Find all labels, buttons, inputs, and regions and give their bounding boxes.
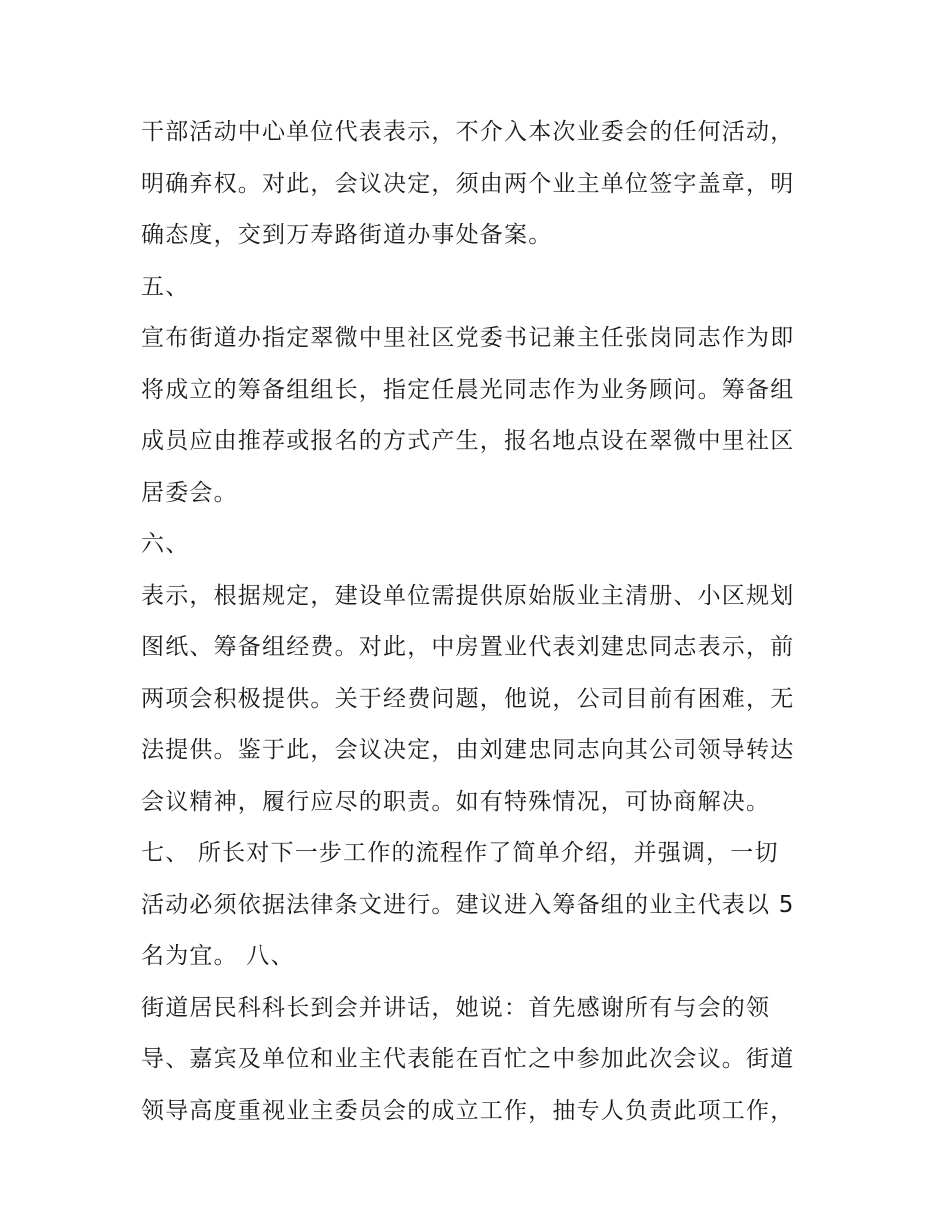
section-number: 六、 xyxy=(141,531,190,557)
text-line: 干部活动中心单位代表表示，不介入本次业委会的任何活动， xyxy=(141,119,795,145)
document-body xyxy=(141,112,821,1142)
text-line: 确态度，交到万寿路街道办事处备案。 xyxy=(141,222,553,248)
text-line: 将成立的筹备组组长，指定任晨光同志作为业务顾问。筹备组 xyxy=(141,376,795,403)
text-line: 表示，根据规定，建设单位需提供原始版业主清册、小区规划 xyxy=(141,582,795,609)
text-line: 名为宜。 八、 xyxy=(141,943,295,969)
text-line: 明确弃权。对此，会议决定，须由两个业主单位签字盖章，明 xyxy=(141,170,795,197)
text-line: 居委会。 xyxy=(141,479,238,506)
text-line: 成员应由推荐或报名的方式产生，报名地点设在翠微中里社区 xyxy=(141,428,795,454)
text-line: 图纸、筹备组经费。对此，中房置业代表刘建忠同志表示，前 xyxy=(141,634,795,660)
text-line: 七、 所长对下一步工作的流程作了简单介绍，并强调，一切 xyxy=(141,840,779,866)
text-line: 法提供。鉴于此，会议决定，由刘建忠同志向其公司领导转达 xyxy=(141,737,795,763)
text-line: 活动必须依据法律条文进行。建议进入筹备组的业主代表以 5 xyxy=(141,891,795,918)
text-line: 两项会积极提供。关于经费问题，他说，公司目前有困难，无 xyxy=(141,685,795,712)
text-line: 街道居民科科长到会并讲话，她说：首先感谢所有与会的领 xyxy=(141,994,771,1021)
text-line: 领导高度重视业主委员会的成立工作，抽专人负责此项工作， xyxy=(141,1097,795,1124)
section-number: 五、 xyxy=(141,273,190,300)
text-line: 会议精神，履行应尽的职责。如有特殊情况，可协商解决。 xyxy=(141,788,771,815)
text-line: 宣布街道办指定翠微中里社区党委书记兼主任张岗同志作为即 xyxy=(141,325,795,351)
text-line: 导、嘉宾及单位和业主代表能在百忙之中参加此次会议。街道 xyxy=(141,1046,795,1072)
